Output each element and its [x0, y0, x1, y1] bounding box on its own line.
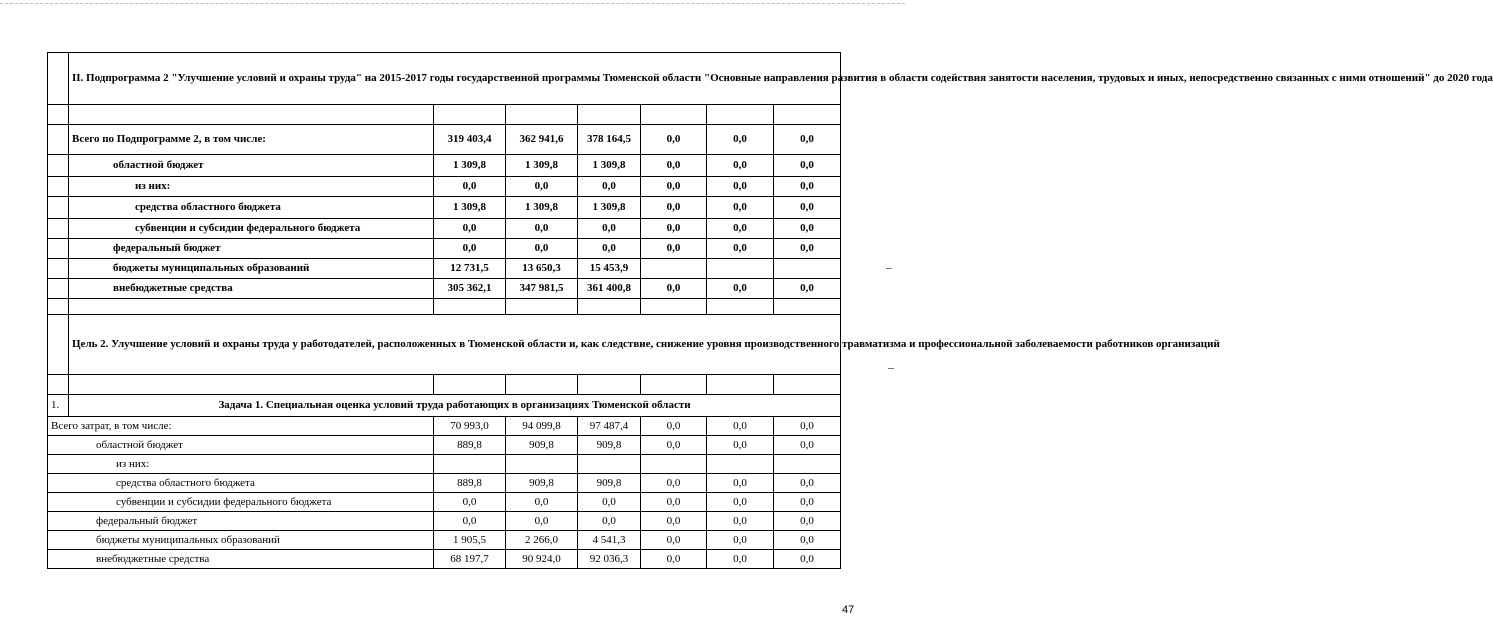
scan-edge: [0, 3, 905, 5]
table-row: субвенции и субсидии федерального бюджета 0,0 0,0 0,0 0,0 0,0 0,0: [48, 219, 841, 239]
section-gap-row: [48, 105, 841, 125]
table-row: федеральный бюджет 0,0 0,0 0,0 0,0 0,0 0,0: [48, 512, 841, 531]
goal-row: [48, 315, 841, 375]
section-header-num-cell: [48, 53, 69, 105]
table-row: областной бюджет 1 309,8 1 309,8 1 309,8 0,0 0,0 0,0: [48, 155, 841, 177]
total-label: Всего по Подпрограмме 2, в том числе:: [69, 125, 434, 155]
empty-row: [48, 299, 841, 315]
table-row: средства областного бюджета 889,8 909,8 909,8 0,0 0,0 0,0: [48, 474, 841, 493]
budget-table: [47, 52, 1493, 569]
table-row: субвенции и субсидии федерального бюджета 0,0 0,0 0,0 0,0 0,0 0,0: [48, 493, 841, 512]
table-row: внебюджетные средства 68 197,7 90 924,0 92 036,3 0,0 0,0 0,0: [48, 550, 841, 569]
table-row: областной бюджет 889,8 909,8 909,8 0,0 0,0 0,0: [48, 436, 841, 455]
table-row: средства областного бюджета 1 309,8 1 309,8 1 309,8 0,0 0,0 0,0: [48, 197, 841, 219]
table-row: из них:: [48, 455, 841, 474]
table-row: из них: 0,0 0,0 0,0 0,0 0,0 0,0: [48, 177, 841, 197]
table-row: внебюджетные средства 305 362,1 347 981,5 361 400,8 0,0 0,0 0,0: [48, 279, 841, 299]
task-row: [48, 395, 841, 417]
section-header-row: [48, 53, 841, 105]
table-row: федеральный бюджет 0,0 0,0 0,0 0,0 0,0 0,0: [48, 239, 841, 259]
empty-row: [48, 375, 841, 395]
table-row: Всего затрат, в том числе: 70 993,0 94 099,8 97 487,4 0,0 0,0 0,0: [48, 417, 841, 436]
table-row: бюджеты муниципальных образований 12 731,5 13 650,3 15 453,9: [48, 259, 841, 279]
section-header: II. Подпрограмма 2 "Улучшение условий и охраны труда" на 2015-2017 годы государственной программы Тюменской области "Основные направления развития в области содействия занятости населения, трудовых и иных, непосредственно связанных с ними отношений" до 2020 года: [69, 53, 841, 105]
scan-mark: [886, 268, 892, 269]
task-number: 1.: [48, 395, 69, 417]
task-heading: Задача 1. Специальная оценка условий труда работающих в организациях Тюменской области: [69, 395, 841, 417]
goal-heading: Цель 2. Улучшение условий и охраны труда у работодателей, расположенных в Тюменской области и, как следствие, снижение уровня производственного травматизма и профессиональной заболеваемости работников организаций: [69, 315, 841, 375]
page-number: 47: [842, 604, 855, 616]
scan-mark: [888, 368, 894, 369]
table-row: бюджеты муниципальных образований 1 905,5 2 266,0 4 541,3 0,0 0,0 0,0: [48, 531, 841, 550]
total-row: Всего по Подпрограмме 2, в том числе: 319 403,4 362 941,6 378 164,5 0,0 0,0 0,0: [48, 125, 841, 155]
